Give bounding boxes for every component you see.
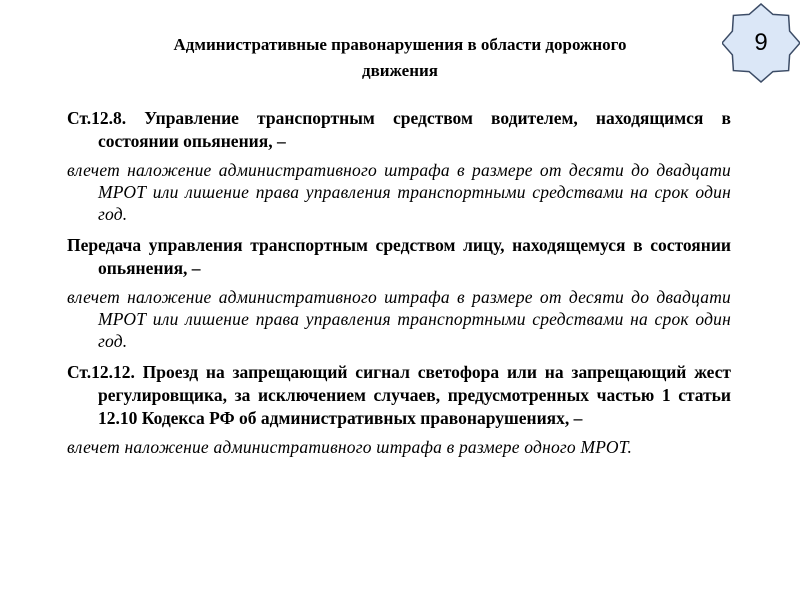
article-12-8-heading: Ст.12.8. Управление транспортным средством водителем, находящимся в состоянии опьянения, – <box>67 108 731 151</box>
control-transfer-penalty: влечет наложение административного штрафа в размере от десяти до двадцати МРОТ или лишение права управления транспортными средствами на срок один год. <box>67 287 731 351</box>
article-12-12-heading: Ст.12.12. Проезд на запрещающий сигнал светофора или на запрещающий жест регулировщика, за исключением случаев, предусмотренных частью 1 статьи 12.10 Кодекса РФ об административных правонарушениях, – <box>67 362 731 428</box>
article-list <box>67 107 731 458</box>
article-12-12-penalty: влечет наложение административного штрафа в размере одного МРОТ. <box>67 437 633 457</box>
page-number-badge <box>722 0 800 86</box>
slide-title-line-2: движения <box>361 61 438 80</box>
slide-title <box>90 32 710 84</box>
page-number: 9 <box>754 29 768 56</box>
article-12-8-penalty: влечет наложение административного штрафа в размере от десяти до двадцати МРОТ или лишение права управления транспортными средствами на срок один год. <box>67 160 731 224</box>
control-transfer-heading: Передача управления транспортным средством лицу, находящемуся в состоянии опьянения, – <box>67 235 731 278</box>
slide-title-line-1: Административные правонарушения в области дорожного <box>173 35 627 54</box>
